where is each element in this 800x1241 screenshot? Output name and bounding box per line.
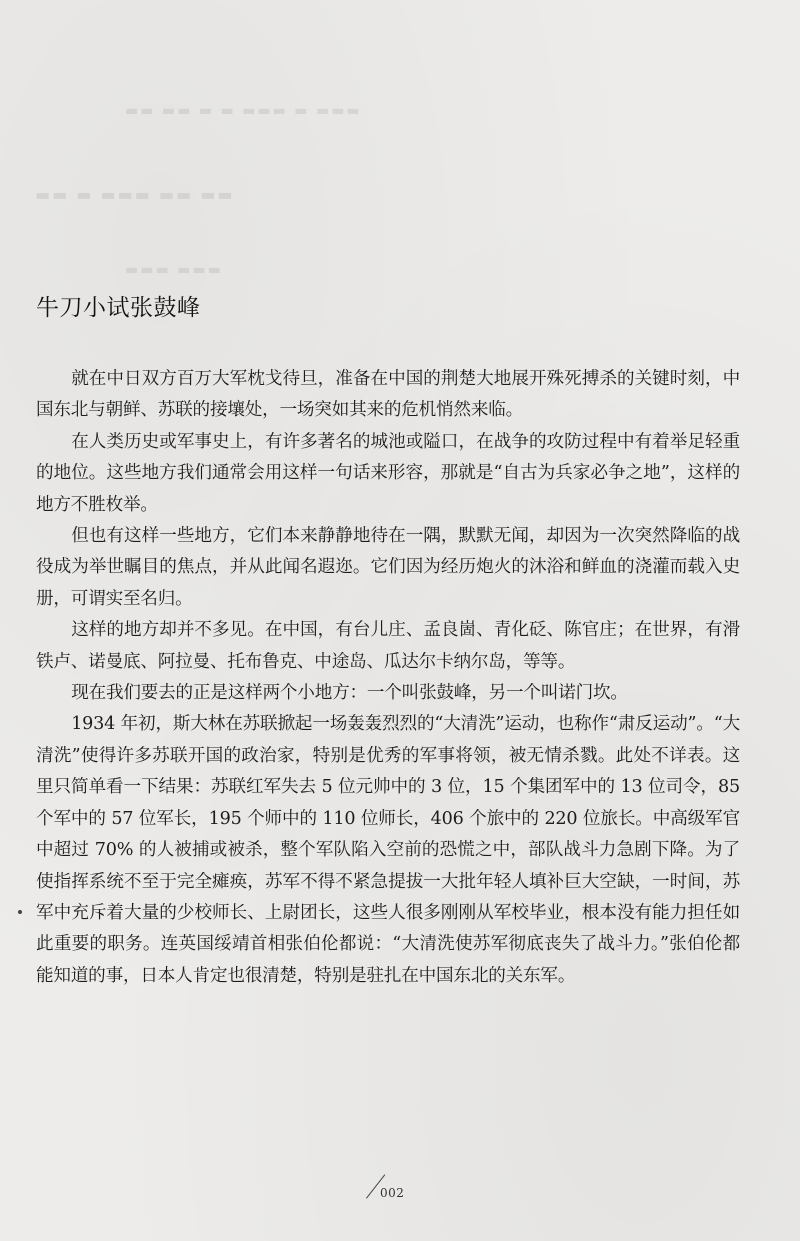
page-number: 002 — [380, 1186, 405, 1200]
show-through-text: ▬▬ ▬▬ ▬ ▬ ▬▬▬ ▬ ▬▬▬ — [125, 103, 362, 119]
ink-speck — [18, 910, 22, 914]
paragraph: 这样的地方却并不多见。在中国，有台儿庄、孟良崮、青化砭、陈官庄；在世界，有滑铁卢、诺曼底、阿拉曼、托布鲁克、中途岛、瓜达尔卡纳尔岛，等等。 — [36, 620, 740, 672]
paragraph: 1934 年初，斯大林在苏联掀起一场轰轰烈烈的“大清洗”运动，也称作“肃反运动”。“大清洗”使得许多苏联开国的政治家，特别是优秀的军事将领，被无情杀戮。此处不详表。这里只简单看一下结果：苏联红军失去 5 位元帅中的 3 位，15 个集团军中的 13 位司令，85 个军中的 57 位军长，195 个师中的 110 位师长，406 个旅中的 220 位旅长。中高级军官中超过 70% 的人被捕或被杀，整个军队陷入空前的恐慌之中，部队战斗力急剧下降。为了使指挥系统不至于完全瘫痪，苏军不得不紧急提拔一大批年轻人填补巨大空缺，一时间，苏军中充斥着大量的少校师长、上尉团长，这些人很多刚刚从军校毕业，根本没有能力担任如此重要的职务。连英国绥靖首相张伯伦都说：“大清洗使苏军彻底丧失了战斗力。”张伯伦都能知道的事，日本人肯定也很清楚，特别是驻扎在中国东北的关东军。 — [36, 714, 740, 986]
show-through-text: ▬▬ ▬ ▬▬▬ ▬▬ ▬▬ — [35, 185, 235, 204]
body-text — [36, 364, 740, 992]
paragraph: 在人类历史或军事史上，有许多著名的城池或隘口，在战争的攻防过程中有着举足轻重的地位。这些地方我们通常会用这样一句话来形容，那就是“自古为兵家必争之地”，这样的地方不胜枚举。 — [36, 431, 740, 515]
show-through-text: ▬▬▬ ▬▬▬ — [125, 262, 223, 278]
chapter-title: 牛刀小试张鼓峰 — [36, 295, 201, 321]
paragraph: 就在中日双方百万大军枕戈待旦，准备在中国的荆楚大地展开殊死搏杀的关键时刻，中国东北与朝鲜、苏联的接壤处，一场突如其来的危机悄然来临。 — [36, 369, 740, 421]
paragraph: 但也有这样一些地方，它们本来静静地待在一隅，默默无闻，却因为一次突然降临的战役成为举世瞩目的焦点，并从此闻名遐迩。它们因为经历炮火的沐浴和鲜血的浇灌而载入史册，可谓实至名归。 — [36, 526, 740, 609]
paragraph: 现在我们要去的正是这样两个小地方：一个叫张鼓峰，另一个叫诺门坎。 — [71, 683, 628, 704]
page-folio — [360, 1168, 420, 1202]
